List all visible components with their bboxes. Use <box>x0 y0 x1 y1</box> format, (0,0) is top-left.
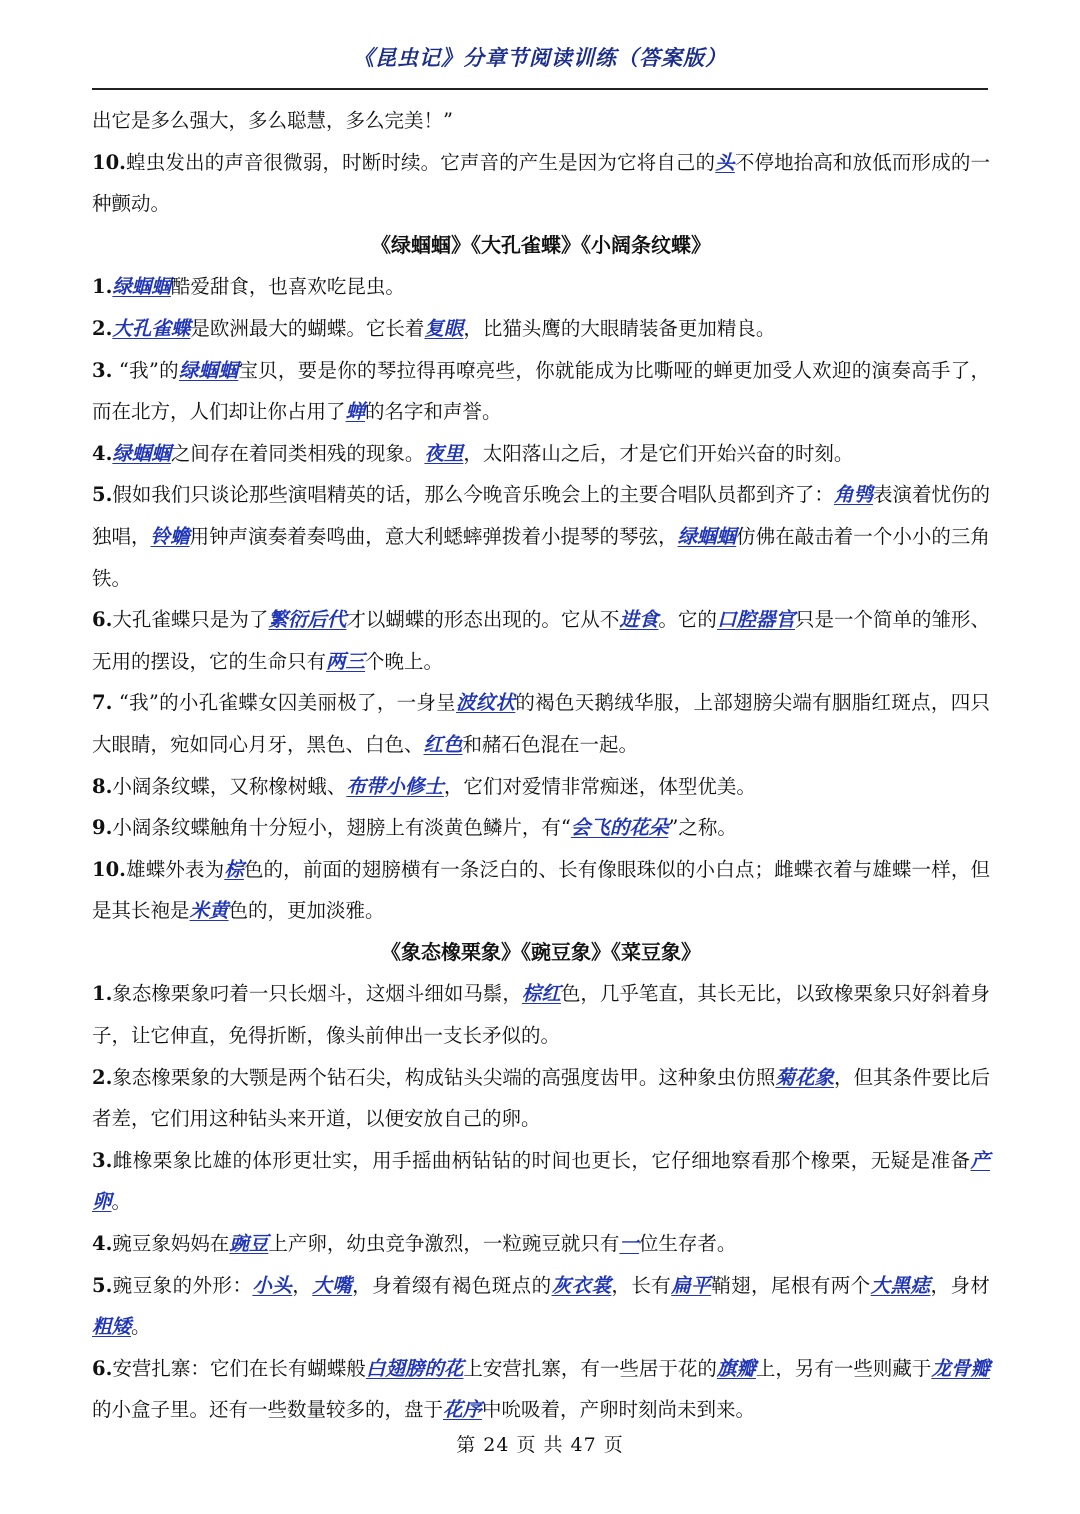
answer-text: 繁衍后代 <box>268 608 347 632</box>
answer-text: 波纹状 <box>455 691 516 715</box>
body-text: ，长有 <box>611 1273 672 1297</box>
answer-text: 角鸮 <box>833 483 873 507</box>
answer-text: 口腔器官 <box>716 608 795 632</box>
paragraph <box>92 849 990 932</box>
body-text: “我”的 <box>112 358 179 382</box>
answer-text: 豌豆 <box>229 1232 269 1256</box>
answer-text: 绿蝈蝈 <box>112 441 171 465</box>
body-text: ，比猫头鹰的大眼睛装备更加精良。 <box>463 316 776 340</box>
answer-text: 扁平 <box>671 1273 712 1297</box>
item-number: 9. <box>92 816 113 840</box>
answer-text: 小头 <box>252 1273 293 1297</box>
body-text: 仿佛在敲击着一个小小的三角铁。 <box>92 524 990 590</box>
body-text: 安营扎寨：它们在长有蝴蝶般 <box>112 1356 366 1380</box>
body-text: 豌豆象的外形： <box>112 1273 253 1297</box>
body-text: 位生存者。 <box>638 1232 737 1256</box>
answer-text: 绿蝈蝈 <box>677 524 737 548</box>
paragraph <box>92 973 990 1056</box>
answer-text: 复眼 <box>424 316 464 340</box>
item-number: 8. <box>92 774 113 798</box>
answer-text: 棕 <box>224 857 244 881</box>
body-text: 表演着忧伤的独唱， <box>92 483 990 548</box>
body-text: ”之称。 <box>668 816 737 840</box>
body-text: 。 <box>131 1315 151 1339</box>
answer-text: 大嘴 <box>312 1273 353 1297</box>
body-text: 假如我们只谈论那些演唱精英的话，那么今晚音乐晚会上的主要合唱队员都到齐了： <box>112 483 834 507</box>
answer-text: 进食 <box>619 608 659 632</box>
answer-text: 龙骨瓣 <box>931 1356 990 1380</box>
item-number: 7. <box>92 691 113 715</box>
answer-text: 一 <box>619 1232 639 1256</box>
body-text: 色的，更加淡雅。 <box>228 899 385 923</box>
body-text: 用钟声演奏着奏鸣曲，意大利蟋蟀弹拨着小提琴的琴弦， <box>189 524 678 548</box>
body-text: 色的，前面的翅膀横有一条泛白的、长有像眼珠似的小白点；雌蝶衣着与雄蝶一样，但是其长袍是 <box>92 857 990 923</box>
paragraph <box>92 682 990 765</box>
answer-text: 蝉 <box>345 400 366 424</box>
section-heading: 《象态橡栗象》《豌豆象》《菜豆象》 <box>381 939 701 964</box>
page-title: 《昆虫记》分章节阅读训练（答案版） <box>353 45 727 70</box>
answer-text: 绿蝈蝈 <box>112 275 171 299</box>
answer-text: 铃蟾 <box>150 524 190 548</box>
paragraph <box>92 1057 990 1140</box>
paragraph <box>92 1265 990 1348</box>
body-text: 。它的 <box>658 608 717 632</box>
answer-text: 菊花象 <box>775 1065 834 1089</box>
paragraph <box>92 1348 990 1431</box>
body-text: 鞘翅，尾根有两个 <box>711 1273 871 1297</box>
item-number: 3. <box>92 358 113 382</box>
body-text: 雄蝶外表为 <box>125 857 225 881</box>
paragraph <box>92 1223 990 1265</box>
section-heading: 《绿蝈蝈》《大孔雀蝶》《小阔条纹蝶》 <box>371 232 711 257</box>
item-number: 3. <box>92 1148 113 1172</box>
paragraph <box>92 766 990 808</box>
body-text: ，但其条件要比后者差，它们用这种钻头来开道，以便安放自己的卵。 <box>92 1065 990 1131</box>
paragraph <box>92 308 990 350</box>
body-text: 的名字和声誉。 <box>365 400 502 424</box>
body-text: 上安营扎寨，有一些居于花的 <box>463 1356 717 1380</box>
paragraph <box>92 599 990 682</box>
body-text: 蝗虫发出的声音很微弱，时断时续。它声音的产生是因为它将自己的 <box>125 150 716 174</box>
answer-text: 米黄 <box>189 899 229 923</box>
paragraph <box>92 474 990 599</box>
body-text: 大孔雀蝶只是为了 <box>112 608 269 632</box>
item-number: 6. <box>92 608 113 632</box>
body-text: 不停地抬高和放低而形成的一种颤动。 <box>92 150 990 216</box>
body-text: 酷爱甜食，也喜欢吃昆虫。 <box>170 275 405 299</box>
paragraph <box>92 433 990 475</box>
paragraph <box>92 142 990 225</box>
body-text: 只是一个简单的雏形、无用的摆设，它的生命只有 <box>92 608 990 673</box>
body-text: 之间存在着同类相残的现象。 <box>170 441 425 465</box>
item-number: 5. <box>92 1273 113 1297</box>
answer-text: 大孔雀蝶 <box>112 316 191 340</box>
answer-text: 会飞的花朵 <box>570 816 669 840</box>
answer-text: 棕红 <box>521 982 561 1006</box>
answer-text: 红色 <box>423 732 463 756</box>
answer-text: 布带小修士 <box>346 774 444 798</box>
body-text: ，太阳落山之后，才是它们开始兴奋的时刻。 <box>463 441 854 465</box>
answer-text: 花序 <box>443 1398 483 1422</box>
body-text: 上产卵，幼虫竞争激烈，一粒豌豆就只有 <box>268 1232 620 1256</box>
answer-text: 产卵 <box>92 1148 990 1214</box>
body-text: 和赭石色混在一起。 <box>462 732 639 756</box>
body-text: 出它是多么强大，多么聪慧，多么完美！” <box>92 109 453 132</box>
page-number: 第 24 页 共 47 页 <box>456 1434 624 1456</box>
body-text: 的褐色天鹅绒华服，上部翅膀尖端有胭脂红斑点，四只大眼睛，宛如同心月牙，黑色、白色、 <box>92 691 990 756</box>
item-number: 2. <box>92 316 113 340</box>
body-text: 中吮吸着，产卵时刻尚未到来。 <box>482 1398 756 1422</box>
answer-text: 大黑痣 <box>870 1273 931 1297</box>
body-text: 是欧洲最大的蝴蝶。它长着 <box>190 316 425 340</box>
answer-text: 夜里 <box>424 441 464 465</box>
answer-text: 旗瓣 <box>716 1356 756 1380</box>
answer-text: 头 <box>715 150 735 174</box>
item-number: 1. <box>92 982 113 1006</box>
item-number: 10. <box>92 150 126 174</box>
body-text: 小阔条纹蝶触角十分短小，翅膀上有淡黄色鳞片，有“ <box>112 816 571 840</box>
item-number: 4. <box>92 441 113 465</box>
body-text: 象态橡栗象叼着一只长烟斗，这烟斗细如马鬃， <box>112 982 522 1006</box>
body-text: ，身材 <box>930 1273 990 1297</box>
page-header <box>92 42 988 90</box>
paragraph <box>92 1140 990 1223</box>
item-number: 4. <box>92 1232 113 1256</box>
body-text: ，它们对爱情非常痴迷，体型优美。 <box>443 774 756 798</box>
body-text: 才以蝴蝶的形态出现的。它从不 <box>346 608 620 632</box>
answer-text: 灰衣裳 <box>551 1273 612 1297</box>
body-text: 雌橡栗象比雄的体形更壮实，用手摇曲柄钻钻的时间也更长，它仔细地察看那个橡栗，无疑是准备 <box>112 1148 971 1172</box>
body-text: 小阔条纹蝶，又称橡树蛾、 <box>112 774 347 798</box>
answer-text: 绿蝈蝈 <box>178 358 239 382</box>
item-number: 1. <box>92 275 113 299</box>
body-text: 个晚上。 <box>365 649 444 673</box>
paragraph <box>92 100 990 142</box>
body-text: ， <box>292 1273 313 1297</box>
body-text: ，身着缀有褐色斑点的 <box>352 1273 552 1297</box>
body-text: 。 <box>111 1190 132 1214</box>
answer-text: 白翅膀的花 <box>365 1356 464 1380</box>
item-number: 6. <box>92 1356 113 1380</box>
body-text: 色，几乎笔直，其长无比，以致橡栗象只好斜着身子，让它伸直，免得折断，像头前伸出一支长矛似的。 <box>92 982 990 1048</box>
body-text: 豌豆象妈妈在 <box>112 1232 230 1256</box>
answer-text: 粗矮 <box>92 1315 132 1339</box>
paragraph <box>92 807 990 849</box>
paragraph <box>92 350 990 433</box>
item-number: 10. <box>92 857 126 881</box>
document-body <box>92 100 990 1431</box>
body-text: 象态橡栗象的大颚是两个钻石尖，构成钻头尖端的高强度齿甲。这种象虫仿照 <box>112 1065 776 1089</box>
item-number: 5. <box>92 483 113 507</box>
body-text: 上，另有一些则藏于 <box>755 1356 932 1380</box>
body-text: 宝贝，要是你的琴拉得再嘹亮些，你就能成为比嘶哑的蝉更加受人欢迎的演奏高手了，而在北方，人们却让你占用了 <box>92 358 990 424</box>
body-text: “我”的小孔雀蝶女囚美丽极了，一身呈 <box>112 691 456 715</box>
paragraph <box>92 266 990 308</box>
answer-text: 两三 <box>326 649 366 673</box>
item-number: 2. <box>92 1065 113 1089</box>
body-text: 的小盒子里。还有一些数量较多的，盘于 <box>92 1398 444 1422</box>
